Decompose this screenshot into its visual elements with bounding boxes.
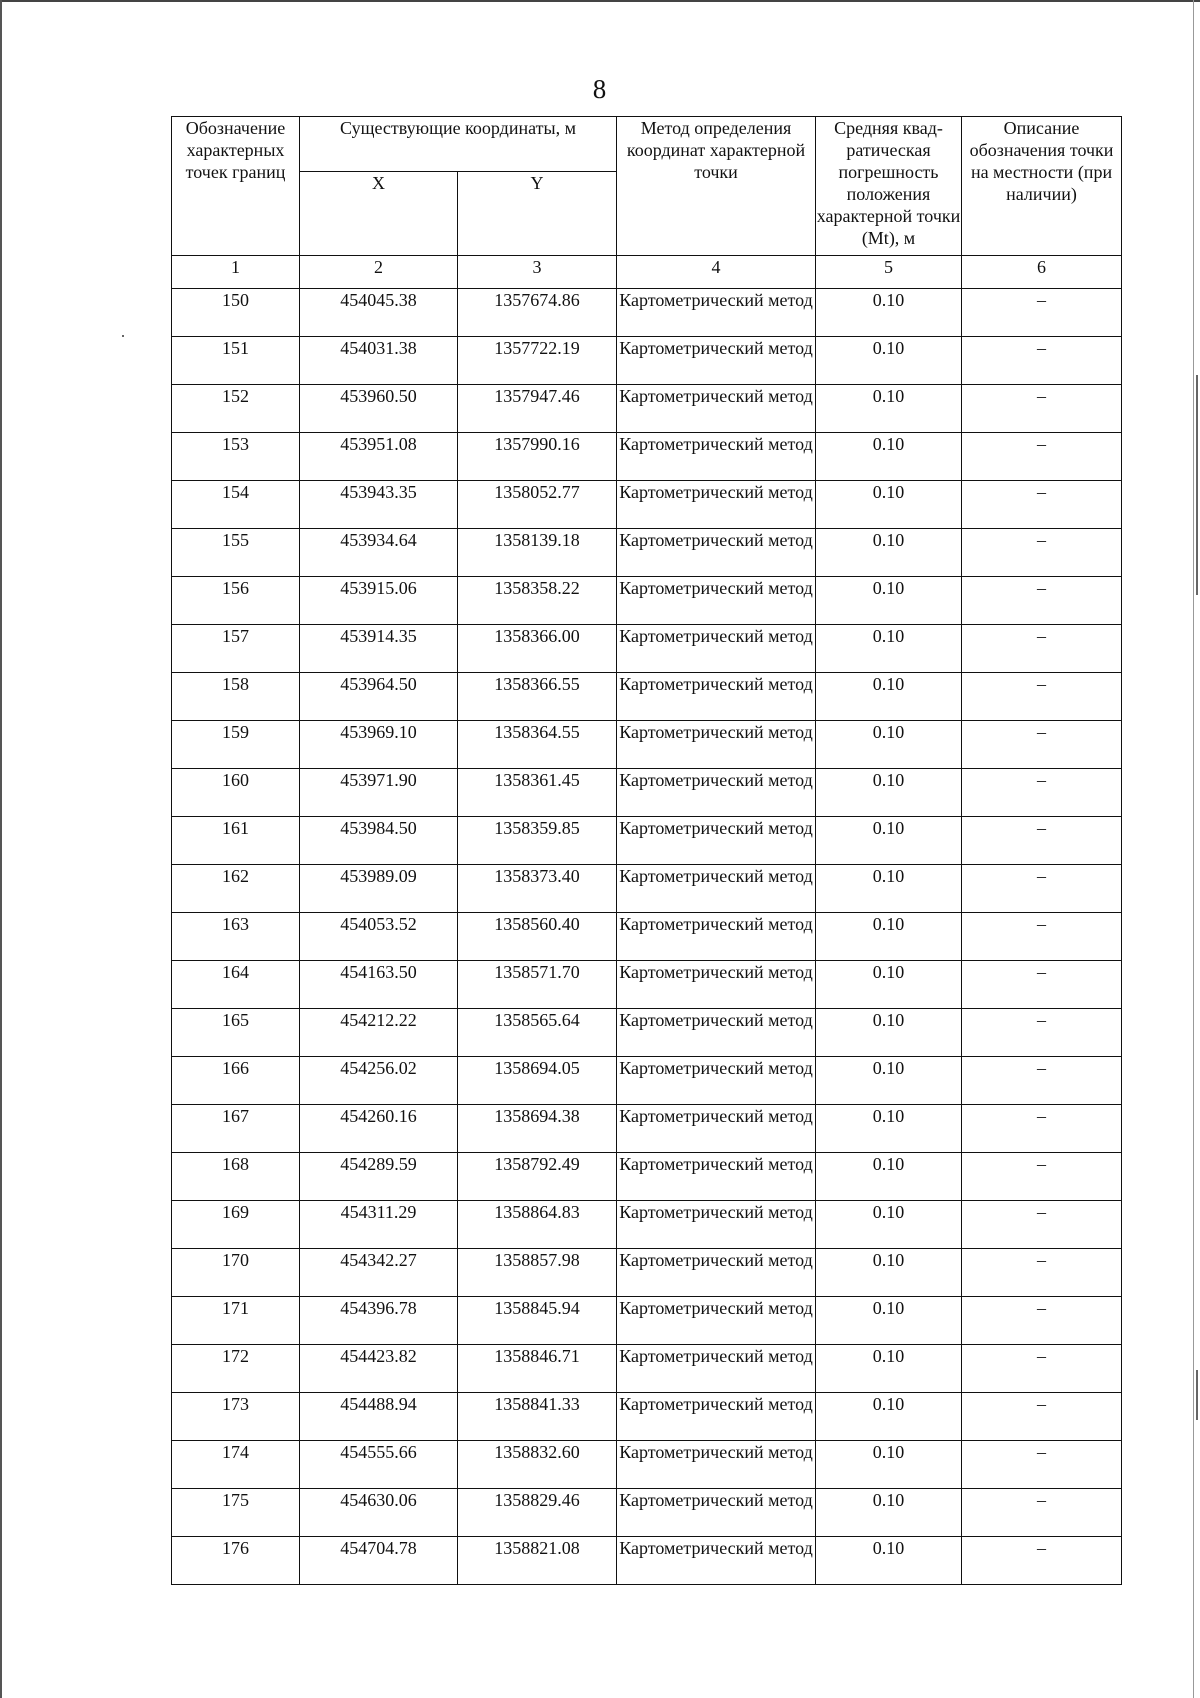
- header-accuracy: Средняя квад-ратическая погрешность положения характерной точки (Mt), м: [816, 117, 962, 256]
- method-cell: Картометрический метод: [617, 433, 816, 481]
- description-cell: –: [962, 481, 1122, 529]
- table-row: [172, 913, 1122, 961]
- point-cell: 171: [172, 1297, 300, 1345]
- method-cell: Картометрический метод: [617, 1537, 816, 1585]
- x-cell: 454212.22: [300, 1009, 458, 1057]
- y-cell: 1358560.40: [458, 913, 617, 961]
- method-cell: Картометрический метод: [617, 1249, 816, 1297]
- accuracy-cell: 0.10: [816, 865, 962, 913]
- x-cell: 454045.38: [300, 289, 458, 337]
- method-cell: Картометрический метод: [617, 1105, 816, 1153]
- coordinates-table: [171, 116, 1122, 1585]
- y-cell: 1357674.86: [458, 289, 617, 337]
- header-description: Описание обозначения точки на местности (при наличии): [962, 117, 1122, 256]
- description-cell: –: [962, 1489, 1122, 1537]
- y-cell: 1358694.05: [458, 1057, 617, 1105]
- accuracy-cell: 0.10: [816, 1057, 962, 1105]
- method-cell: Картометрический метод: [617, 1393, 816, 1441]
- y-cell: 1357947.46: [458, 385, 617, 433]
- method-cell: Картометрический метод: [617, 529, 816, 577]
- x-cell: 454163.50: [300, 961, 458, 1009]
- scan-artifact: [122, 335, 124, 337]
- x-cell: 454031.38: [300, 337, 458, 385]
- method-cell: Картометрический метод: [617, 865, 816, 913]
- method-cell: Картометрический метод: [617, 1009, 816, 1057]
- accuracy-cell: 0.10: [816, 961, 962, 1009]
- table-row: [172, 577, 1122, 625]
- table-row: [172, 1249, 1122, 1297]
- point-cell: 157: [172, 625, 300, 673]
- accuracy-cell: 0.10: [816, 673, 962, 721]
- point-cell: 169: [172, 1201, 300, 1249]
- header-y: Y: [458, 172, 617, 256]
- table-row: [172, 1105, 1122, 1153]
- y-cell: 1358565.64: [458, 1009, 617, 1057]
- description-cell: –: [962, 1393, 1122, 1441]
- description-cell: –: [962, 337, 1122, 385]
- method-cell: Картометрический метод: [617, 1489, 816, 1537]
- point-cell: 155: [172, 529, 300, 577]
- point-cell: 156: [172, 577, 300, 625]
- x-cell: 454311.29: [300, 1201, 458, 1249]
- y-cell: 1358366.55: [458, 673, 617, 721]
- y-cell: 1358694.38: [458, 1105, 617, 1153]
- column-number: 2: [300, 256, 458, 289]
- description-cell: –: [962, 385, 1122, 433]
- table-row: [172, 817, 1122, 865]
- accuracy-cell: 0.10: [816, 433, 962, 481]
- point-cell: 159: [172, 721, 300, 769]
- x-cell: 453914.35: [300, 625, 458, 673]
- description-cell: –: [962, 769, 1122, 817]
- accuracy-cell: 0.10: [816, 1393, 962, 1441]
- column-number: 5: [816, 256, 962, 289]
- accuracy-cell: 0.10: [816, 385, 962, 433]
- x-cell: 454555.66: [300, 1441, 458, 1489]
- accuracy-cell: 0.10: [816, 769, 962, 817]
- x-cell: 454396.78: [300, 1297, 458, 1345]
- y-cell: 1358841.33: [458, 1393, 617, 1441]
- description-cell: –: [962, 1057, 1122, 1105]
- x-cell: 454053.52: [300, 913, 458, 961]
- point-cell: 152: [172, 385, 300, 433]
- x-cell: 453943.35: [300, 481, 458, 529]
- y-cell: 1358364.55: [458, 721, 617, 769]
- scan-edge-top: [0, 0, 1200, 2]
- header-method: Метод определения координат характерной точки: [617, 117, 816, 256]
- description-cell: –: [962, 577, 1122, 625]
- accuracy-cell: 0.10: [816, 1201, 962, 1249]
- x-cell: 453971.90: [300, 769, 458, 817]
- table-row: [172, 673, 1122, 721]
- description-cell: –: [962, 1345, 1122, 1393]
- accuracy-cell: 0.10: [816, 577, 962, 625]
- point-cell: 164: [172, 961, 300, 1009]
- accuracy-cell: 0.10: [816, 817, 962, 865]
- point-cell: 175: [172, 1489, 300, 1537]
- y-cell: 1358359.85: [458, 817, 617, 865]
- method-cell: Картометрический метод: [617, 721, 816, 769]
- description-cell: –: [962, 865, 1122, 913]
- page-number: 8: [592, 74, 608, 104]
- description-cell: –: [962, 1153, 1122, 1201]
- y-cell: 1358864.83: [458, 1201, 617, 1249]
- method-cell: Картометрический метод: [617, 673, 816, 721]
- point-cell: 166: [172, 1057, 300, 1105]
- table-row: [172, 769, 1122, 817]
- point-cell: 165: [172, 1009, 300, 1057]
- header-coords: Существующие координаты, м: [300, 117, 617, 172]
- method-cell: Картометрический метод: [617, 817, 816, 865]
- x-cell: 454256.02: [300, 1057, 458, 1105]
- x-cell: 454488.94: [300, 1393, 458, 1441]
- y-cell: 1358366.00: [458, 625, 617, 673]
- table-row: [172, 289, 1122, 337]
- table-row: [172, 1393, 1122, 1441]
- description-cell: –: [962, 721, 1122, 769]
- description-cell: –: [962, 1201, 1122, 1249]
- table-row: [172, 1537, 1122, 1585]
- accuracy-cell: 0.10: [816, 481, 962, 529]
- description-cell: –: [962, 1105, 1122, 1153]
- x-cell: 454704.78: [300, 1537, 458, 1585]
- point-cell: 154: [172, 481, 300, 529]
- point-cell: 167: [172, 1105, 300, 1153]
- y-cell: 1358139.18: [458, 529, 617, 577]
- point-cell: 161: [172, 817, 300, 865]
- x-cell: 454260.16: [300, 1105, 458, 1153]
- y-cell: 1358857.98: [458, 1249, 617, 1297]
- method-cell: Картометрический метод: [617, 913, 816, 961]
- method-cell: Картометрический метод: [617, 1201, 816, 1249]
- scan-edge-right: [1193, 0, 1194, 1698]
- column-number: 6: [962, 256, 1122, 289]
- y-cell: 1358846.71: [458, 1345, 617, 1393]
- point-cell: 160: [172, 769, 300, 817]
- description-cell: –: [962, 289, 1122, 337]
- accuracy-cell: 0.10: [816, 1105, 962, 1153]
- scan-artifact: [1196, 1370, 1198, 1420]
- description-cell: –: [962, 1441, 1122, 1489]
- y-cell: 1358358.22: [458, 577, 617, 625]
- description-cell: –: [962, 913, 1122, 961]
- header-x: X: [300, 172, 458, 256]
- x-cell: 453915.06: [300, 577, 458, 625]
- column-number: 4: [617, 256, 816, 289]
- header-row-top: [172, 117, 1122, 172]
- x-cell: 454342.27: [300, 1249, 458, 1297]
- table-row: [172, 1345, 1122, 1393]
- y-cell: 1358361.45: [458, 769, 617, 817]
- y-cell: 1358832.60: [458, 1441, 617, 1489]
- accuracy-cell: 0.10: [816, 1249, 962, 1297]
- accuracy-cell: 0.10: [816, 625, 962, 673]
- point-cell: 150: [172, 289, 300, 337]
- y-cell: 1358829.46: [458, 1489, 617, 1537]
- point-cell: 153: [172, 433, 300, 481]
- table-row: [172, 1009, 1122, 1057]
- method-cell: Картометрический метод: [617, 1297, 816, 1345]
- accuracy-cell: 0.10: [816, 913, 962, 961]
- accuracy-cell: 0.10: [816, 721, 962, 769]
- column-number: 1: [172, 256, 300, 289]
- method-cell: Картометрический метод: [617, 289, 816, 337]
- point-cell: 162: [172, 865, 300, 913]
- point-cell: 168: [172, 1153, 300, 1201]
- x-cell: 453951.08: [300, 433, 458, 481]
- header-point: Обозначение характерных точек границ: [172, 117, 300, 256]
- table-row: [172, 1057, 1122, 1105]
- method-cell: Картометрический метод: [617, 1345, 816, 1393]
- accuracy-cell: 0.10: [816, 1009, 962, 1057]
- method-cell: Картометрический метод: [617, 625, 816, 673]
- table-row: [172, 529, 1122, 577]
- x-cell: 453934.64: [300, 529, 458, 577]
- y-cell: 1358845.94: [458, 1297, 617, 1345]
- accuracy-cell: 0.10: [816, 1489, 962, 1537]
- description-cell: –: [962, 625, 1122, 673]
- point-cell: 173: [172, 1393, 300, 1441]
- x-cell: 453960.50: [300, 385, 458, 433]
- table-row: [172, 721, 1122, 769]
- accuracy-cell: 0.10: [816, 1345, 962, 1393]
- x-cell: 453969.10: [300, 721, 458, 769]
- point-cell: 174: [172, 1441, 300, 1489]
- point-cell: 172: [172, 1345, 300, 1393]
- scan-artifact: [1196, 375, 1198, 595]
- description-cell: –: [962, 961, 1122, 1009]
- scan-edge-left: [0, 0, 2, 1698]
- y-cell: 1358373.40: [458, 865, 617, 913]
- y-cell: 1358792.49: [458, 1153, 617, 1201]
- y-cell: 1358052.77: [458, 481, 617, 529]
- accuracy-cell: 0.10: [816, 1441, 962, 1489]
- description-cell: –: [962, 529, 1122, 577]
- description-cell: –: [962, 1297, 1122, 1345]
- point-cell: 151: [172, 337, 300, 385]
- method-cell: Картометрический метод: [617, 1057, 816, 1105]
- table-row: [172, 865, 1122, 913]
- method-cell: Картометрический метод: [617, 337, 816, 385]
- point-cell: 158: [172, 673, 300, 721]
- table-row: [172, 337, 1122, 385]
- y-cell: 1357722.19: [458, 337, 617, 385]
- y-cell: 1357990.16: [458, 433, 617, 481]
- description-cell: –: [962, 1249, 1122, 1297]
- accuracy-cell: 0.10: [816, 1153, 962, 1201]
- point-cell: 170: [172, 1249, 300, 1297]
- description-cell: –: [962, 1009, 1122, 1057]
- method-cell: Картометрический метод: [617, 769, 816, 817]
- table-row: [172, 1201, 1122, 1249]
- column-number-row: [172, 256, 1122, 289]
- method-cell: Картометрический метод: [617, 961, 816, 1009]
- point-cell: 163: [172, 913, 300, 961]
- table-row: [172, 385, 1122, 433]
- method-cell: Картометрический метод: [617, 1153, 816, 1201]
- accuracy-cell: 0.10: [816, 337, 962, 385]
- x-cell: 454289.59: [300, 1153, 458, 1201]
- description-cell: –: [962, 673, 1122, 721]
- table-row: [172, 433, 1122, 481]
- accuracy-cell: 0.10: [816, 289, 962, 337]
- description-cell: –: [962, 1537, 1122, 1585]
- method-cell: Картометрический метод: [617, 1441, 816, 1489]
- y-cell: 1358821.08: [458, 1537, 617, 1585]
- method-cell: Картометрический метод: [617, 481, 816, 529]
- x-cell: 454423.82: [300, 1345, 458, 1393]
- x-cell: 453989.09: [300, 865, 458, 913]
- description-cell: –: [962, 817, 1122, 865]
- x-cell: 454630.06: [300, 1489, 458, 1537]
- description-cell: –: [962, 433, 1122, 481]
- accuracy-cell: 0.10: [816, 1537, 962, 1585]
- column-number: 3: [458, 256, 617, 289]
- accuracy-cell: 0.10: [816, 529, 962, 577]
- table-row: [172, 625, 1122, 673]
- table-row: [172, 1441, 1122, 1489]
- table-row: [172, 1297, 1122, 1345]
- point-cell: 176: [172, 1537, 300, 1585]
- table-row: [172, 1489, 1122, 1537]
- x-cell: 453984.50: [300, 817, 458, 865]
- table-row: [172, 961, 1122, 1009]
- method-cell: Картометрический метод: [617, 385, 816, 433]
- y-cell: 1358571.70: [458, 961, 617, 1009]
- x-cell: 453964.50: [300, 673, 458, 721]
- method-cell: Картометрический метод: [617, 577, 816, 625]
- table-row: [172, 481, 1122, 529]
- accuracy-cell: 0.10: [816, 1297, 962, 1345]
- table-row: [172, 1153, 1122, 1201]
